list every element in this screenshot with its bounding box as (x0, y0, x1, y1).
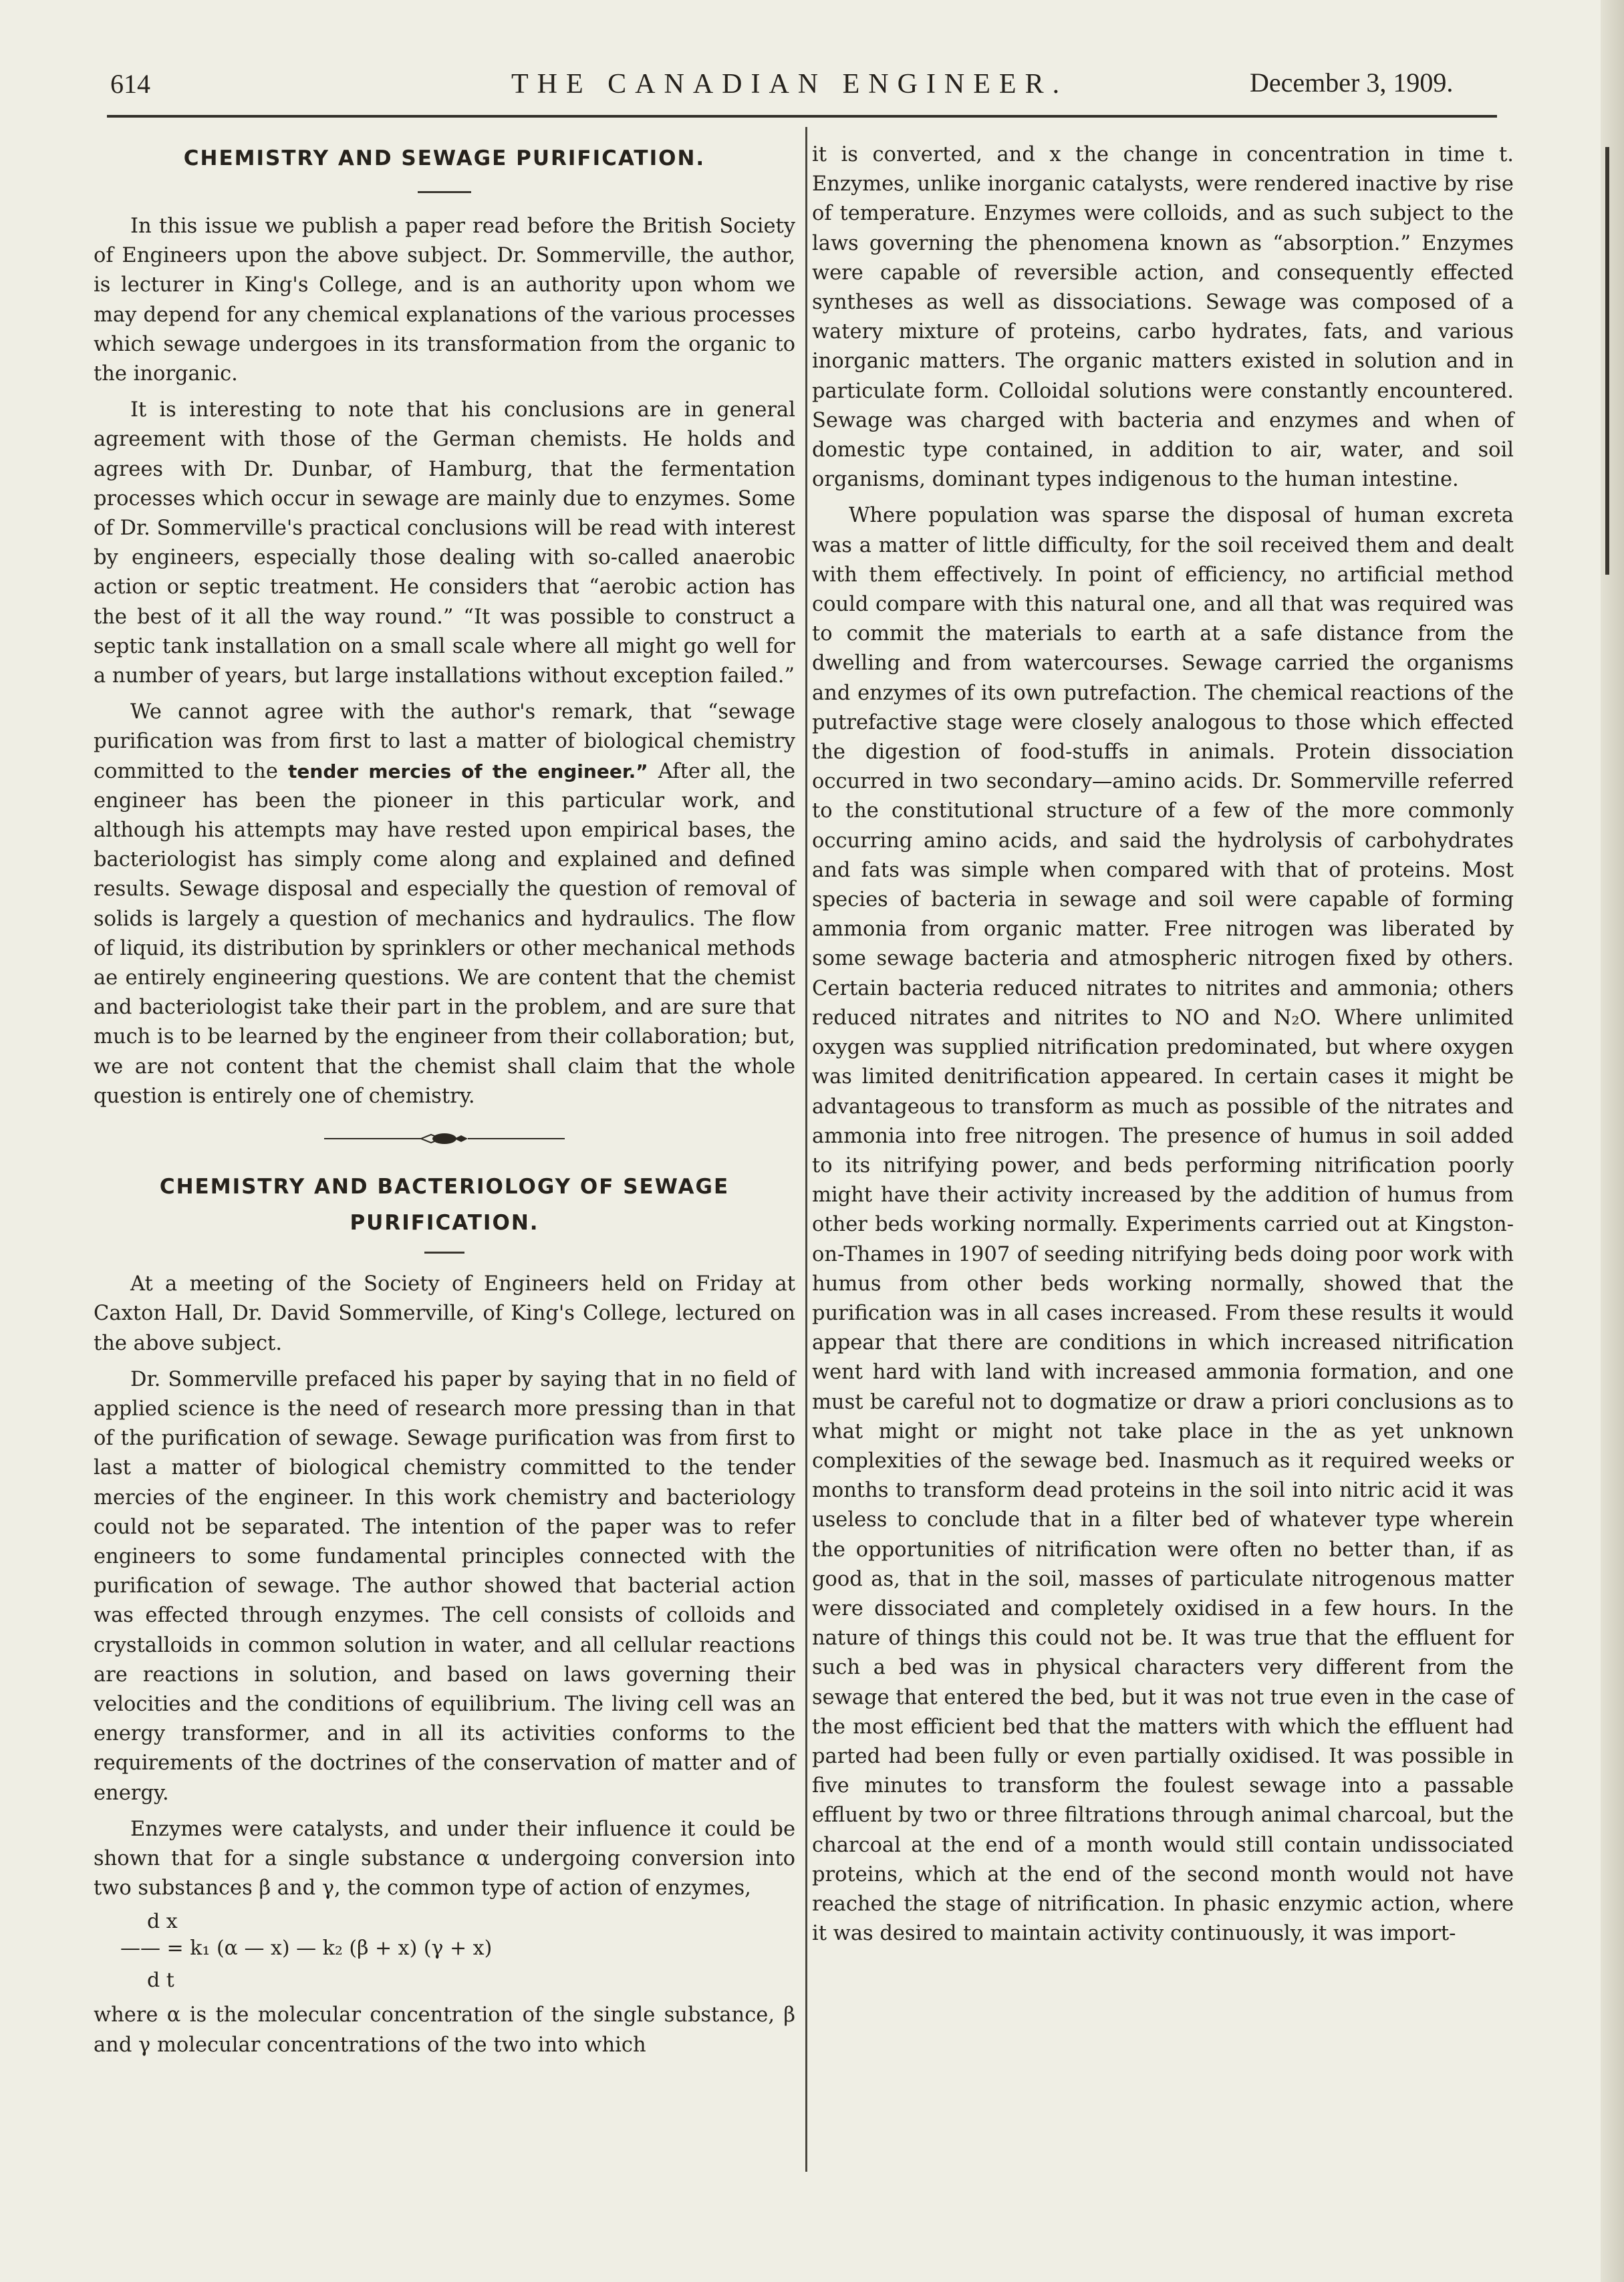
page-number: 614 (110, 69, 150, 99)
heading-rule (424, 1252, 464, 1254)
page-edge-mark (1605, 147, 1609, 575)
article-paragraph: In this issue we publish a paper read before the British Society of Engineers upon the above subject. Dr. Sommerville, the author, is lecturer in King's College, and is an authority upon whom we may depend for any chemical explanations of the various processes which sewage undergoes in its transformation from the organic to the inorganic. (94, 215, 795, 386)
column-rule (805, 127, 807, 2172)
article-paragraph: Enzymes were catalysts, and under their influence it could be shown that for a single substance α undergoing conversion into two substances β and γ, the common type of action of enzymes, (94, 1817, 795, 1900)
equation-denominator: d t (147, 1969, 174, 1993)
article-paragraph (94, 698, 795, 1111)
heading-rule (418, 191, 471, 193)
emphasis-text: tender mercies of the engineer.” (288, 760, 648, 782)
article-paragraph: Where population was sparse the disposal of human excreta was a matter of little difficulty, for the soil received them and dealt with them effectively. In point of efficiency, no artificial method could compare with this natural one, and all that was required was to commit the materials to earth at a safe distance from the dwelling and from watercourses. Sewage carried the organisms and enzymes of its own putrefaction. The chemical reactions of the putrefactive stage were closely analogous to those which effected the digestion of food-stuffs in animals. Protein dissociation occurred in two secondary—amino acids. Dr. Sommerville referred to the constitutional structure of a few of the more commonly occurring amino acids, and said the hydrolysis of carbohydrates and fats was simple when compared with that of proteins. Most species of bacteria in sewage and soil were capable of forming ammonia from organic matter. Free nitrogen was liberated by some sewage bacteria and atmospheric nitrogen fixed by others. Certain bacteria reduced nitrates to nitrites and ammonia; others reduced nitrates and nitrites to NO and N₂O. Where unlimited oxygen was supplied nitrification predominated, but where oxygen was limited denitrification appeared. In certain cases it might be advantageous to transform as much as possible of the nitrates and ammonia into free nitrogen. The presence of humus in soil added to its nitrifying power, and beds performing nitrification poorly might have their activity increased by the addition of humus from other beds working normally. Experiments carried out at Kingston-on-Thames in 1907 of seeding nitrifying beds doing poor work with humus from other beds working normally, showed that the purification was in all cases increased. From these results it would appear that there are conditions in which increased nitrification went hard with land with increased ammonia formation, and one must be careful not to dogmatize or draw a priori conclusions as to what might or might not take place in the as yet unknown complexities of the sewage bed. Inasmuch as it required weeks or months to transform dead proteins in the soil into nitric acid it was useless to conclude that in a filter bed of whatever type wherein the opportunities of nitrification were often no better than, if as good as, that in the soil, masses of particulate nitrogenous matter were dissociated and completely oxidised in a few hours. In the nature of things this could not be. It was true that the effluent for such a bed was in physical characters very different from the sewage that entered the bed, but it was not true even in the case of the most efficient bed that the matters with which the effluent had parted had been fully or even partially oxidised. It was possible in five minutes to transform the foulest sewage into a passable effluent by two or three filtrations through animal charcoal, but the charcoal at the end of a month would still contain undissociated proteins, which at the end of the second month would not have reached the stage of nitrification. In phasic enzymic action, where it was desired to maintain activity continuously, it was import- (812, 504, 1514, 1946)
paragraph-text: After all, the engineer has been the pioneer in this particular work, and although his attempts may have rested upon empirical bases, the bacteriologist has simply come along and explained and defined results. Sewage disposal and especially the question of removal of solids is largely a question of mechanics and hydraulics. The flow of liquid, its distribution by sprinklers or other mechanical methods ae entirely engineering questions. We are content that the chemist and bacteriologist take their part in the problem, and are sure that much is to be learned by the engineer from their collaboration; but, we are not content that the chemist shall claim that the whole question is entirely one of chemistry. (94, 759, 795, 1108)
header-rule (107, 115, 1497, 118)
page-edge-shadow (1601, 0, 1624, 2282)
article-heading: PURIFICATION. (350, 1211, 539, 1236)
article-heading: CHEMISTRY AND BACTERIOLOGY OF SEWAGE (159, 1175, 730, 1199)
issue-date: December 3, 1909. (1250, 67, 1454, 98)
article-paragraph: It is interesting to note that his conclusions are in general agreement with those of the German chemists. He holds and agrees with Dr. Dunbar, of Hamburg, that the fermentation processes which occur in sewage are mainly due to enzymes. Some of Dr. Sommerville's practical conclusions will be read with interest by engineers, especially those dealing with so-called anaerobic action or septic treatment. He considers that “aerobic action has the best of it all the way round.” “It was possible to construct a septic tank installation on a small scale where all might go well for a number of years, but large installations without exception failed.” (94, 398, 795, 688)
equation-numerator: d x (147, 1910, 178, 1934)
article-heading: CHEMISTRY AND SEWAGE PURIFICATION. (183, 146, 706, 170)
right-column (812, 140, 1514, 1955)
equation-body: —— = k₁ (α — x) — k₂ (β + x) (γ + x) (120, 1937, 493, 1961)
page-header (107, 64, 1497, 111)
article-paragraph: Dr. Sommerville prefaced his paper by saying that in no field of applied science is the need of research more pressing than in that of the purification of sewage. Sewage purification was from first to last a matter of biological chemistry committed to the tender mercies of the engineer. In this work chemistry and bacteriology could not be separated. The intention of the paper was to refer engineers to some fundamental principles connected with the purification of sewage. The author showed that bacterial action was effected through enzymes. The cell consists of colloids and crystalloids in common solution in water, and all cellular reactions are reactions in solution, and based on laws governing their velocities and the conditions of equilibrium. The living cell was an energy transformer, and in all its activities conforms to the requirements of the doctrines of the conservation of matter and of energy. (94, 1367, 795, 1805)
article-paragraph: At a meeting of the Society of Engineers held on Friday at Caxton Hall, Dr. David Sommerville, of King's College, lectured on the above subject. (94, 1272, 795, 1355)
enzyme-equation (94, 1910, 795, 1997)
article-paragraph: where α is the molecular concentration of the single substance, β and γ molecular concentrations of the two into which (94, 2003, 795, 2057)
paragraph-text: We cannot agree with the author's remark, that “sewage purification was from first to last a matter of biological chemistry committed to the (94, 700, 795, 783)
journal-title: THE CANADIAN ENGINEER. (511, 69, 1069, 100)
left-column (94, 140, 795, 2067)
ornament-divider (324, 1131, 565, 1146)
article-paragraph: it is converted, and x the change in concentration in time t. Enzymes, unlike inorganic catalysts, were rendered inactive by rise of temperature. Enzymes were colloids, and as such subject to the laws governing the phenomena known as “absorption.” Enzymes were capable of reversible action, and consequently effected syntheses as well as dissociations. Sewage was composed of a watery mixture of proteins, carbo hydrates, fats, and various inorganic matters. The organic matters existed in solution and in particulate form. Colloidal solutions were constantly encountered. Sewage was charged with bacteria and enzymes and when of domestic type contained, in addition to air, water, and soil organisms, dominant types indigenous to the human intestine. (812, 143, 1514, 492)
